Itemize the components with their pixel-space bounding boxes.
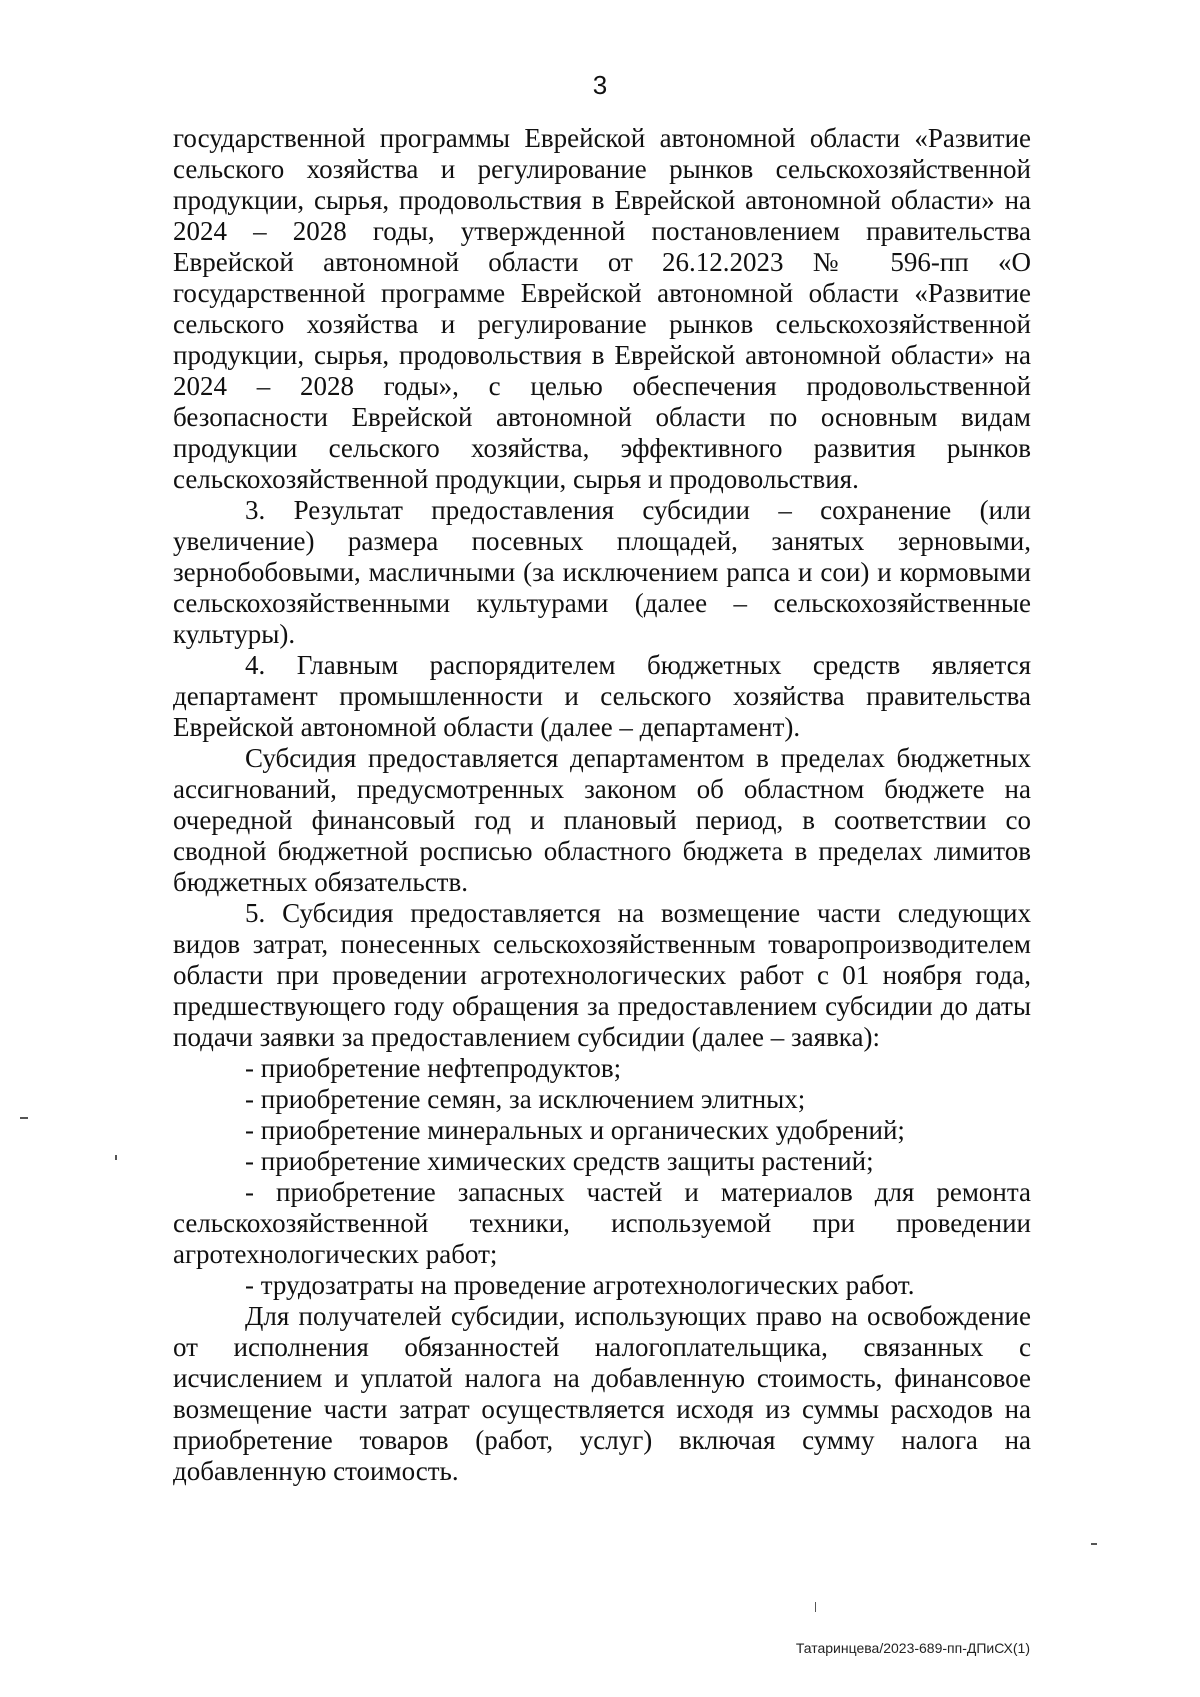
- list-item: - приобретение запасных частей и материалов для ремонта сельскохозяйственной техники, используемой при проведении агротехнологических работ;: [173, 1177, 1031, 1269]
- paragraph-3: 3. Результат предоставления субсидии – сохранение (или увеличение) размера посевных площадей, занятых зерновыми, зернобобовыми, масличными (за исключением рапса и сои) и кормовыми сельскохозяйственными культурами (далее – сельскохозяйственные культуры).: [173, 495, 1031, 649]
- list-item: - приобретение минеральных и органических удобрений;: [245, 1115, 905, 1145]
- list-item: - приобретение семян, за исключением элитных;: [245, 1084, 806, 1114]
- document-body: [173, 123, 1031, 1487]
- paragraph-4: 4. Главным распорядителем бюджетных средств является департамент промышленности и сельского хозяйства правительства Еврейской автономной области (далее – департамент).: [173, 650, 1031, 742]
- paragraph-5: 5. Субсидия предоставляется на возмещение части следующих видов затрат, понесенных сельскохозяйственным товаропроизводителем области при проведении агротехнологических работ с 01 ноября года, предшествующего году обращения за предоставлением субсидии до даты подачи заявки за предоставлением субсидии (далее – заявка):: [173, 898, 1031, 1052]
- scan-mark: [20, 1117, 28, 1119]
- paragraph-subsidy-budget: Субсидия предоставляется департаментом в пределах бюджетных ассигнований, предусмотренных законом об областном бюджете на очередной финансовый год и плановый период, в соответствии со сводной бюджетной росписью областного бюджета в пределах лимитов бюджетных обязательств.: [173, 743, 1031, 897]
- scan-mark: [815, 1602, 816, 1612]
- scan-mark: [115, 1155, 117, 1160]
- list-item: - приобретение нефтепродуктов;: [245, 1053, 622, 1083]
- paragraph-vat: Для получателей субсидии, использующих право на освобождение от исполнения обязанностей налогоплательщика, связанных с исчислением и уплатой налога на добавленную стоимость, финансовое возмещение части затрат осуществляется исходя из суммы расходов на приобретение товаров (работ, услуг) включая сумму налога на добавленную стоимость.: [173, 1301, 1031, 1486]
- page-number: 3: [592, 70, 608, 100]
- scan-mark: [1091, 1543, 1097, 1545]
- list-item: - приобретение химических средств защиты растений;: [245, 1146, 874, 1176]
- paragraph-intro: государственной программы Еврейской автономной области «Развитие сельского хозяйства и регулирование рынков сельскохозяйственной продукции, сырья, продовольствия в Еврейской автономной области» на 2024 – 2028 годы, утвержденной постановлением правительства Еврейской автономной области от 26.12.2023 № 596-пп «О государственной программе Еврейской автономной области «Развитие сельского хозяйства и регулирование рынков сельскохозяйственной продукции, сырья, продовольствия в Еврейской автономной области» на 2024 – 2028 годы», с целью обеспечения продовольственной безопасности Еврейской автономной области по основным видам продукции сельского хозяйства, эффективного развития рынков сельскохозяйственной продукции, сырья и продовольствия.: [173, 123, 1031, 494]
- list-item: - трудозатраты на проведение агротехнологических работ.: [245, 1270, 915, 1300]
- document-reference: Татаринцева/2023-689-пп-ДПиСХ(1): [795, 1640, 1030, 1656]
